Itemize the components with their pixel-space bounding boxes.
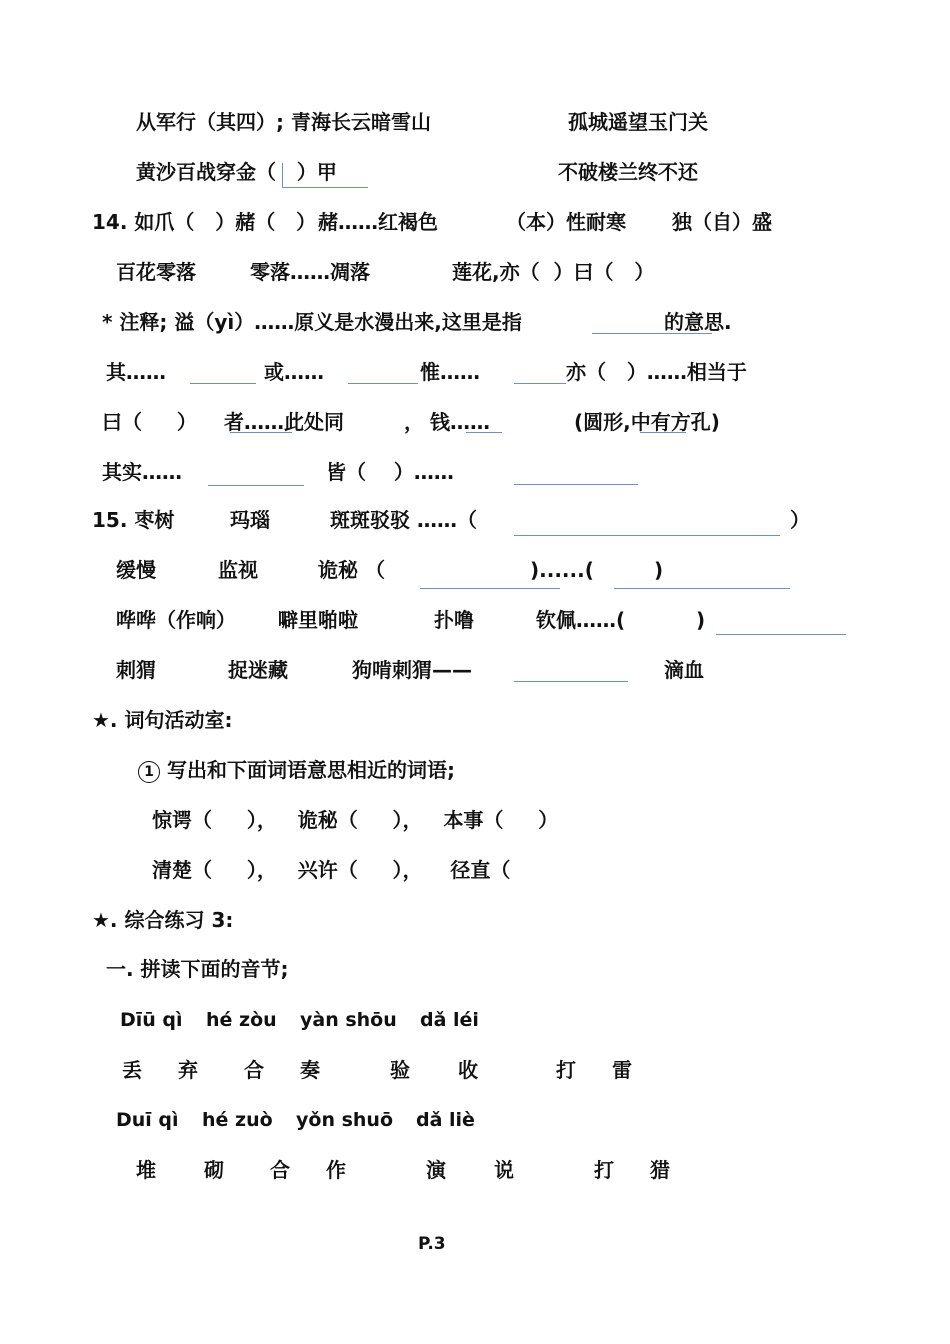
sub-heading: 一. 拼读下面的音节; xyxy=(106,957,289,981)
hanzi: 丢 xyxy=(122,1058,142,1082)
item-14-row5d: 钱…… xyxy=(430,410,490,434)
hanzi: 砌 xyxy=(204,1158,224,1182)
poem-line-1b: 孤城遥望玉门关 xyxy=(568,110,708,134)
hanzi: 打 xyxy=(556,1058,576,1082)
note-text: * 注释; 溢（yì）……原义是水漫出来,这里是指 xyxy=(102,310,522,334)
pinyin: dǎ liè xyxy=(416,1109,475,1131)
hanzi: 猎 xyxy=(650,1158,670,1182)
answer-blank[interactable] xyxy=(282,187,368,188)
poem-line-1a: 从军行（其四）; 青海长云暗雪山 xyxy=(136,110,431,134)
poem-line-2a: 黄沙百战穿金（ ）甲 xyxy=(136,160,337,184)
item-15-row1a: 15. 枣树 xyxy=(92,508,175,532)
hanzi: 雷 xyxy=(612,1058,632,1082)
item-14-row5c: ， xyxy=(404,410,424,434)
item-14-row6a: 其实…… xyxy=(102,460,182,484)
item-14-row5e: (圆形,中有方孔) xyxy=(574,410,720,434)
synonym-row-2: 清楚（ ）， 兴许（ ）， 径直（ xyxy=(152,858,511,882)
hanzi: 堆 xyxy=(136,1158,156,1182)
item-15-row1b: 玛瑙 xyxy=(230,508,270,532)
hanzi: 合 xyxy=(270,1158,290,1182)
item-15-row3a: 哗哗（作响） xyxy=(116,608,236,632)
poem-line-2b: 不破楼兰终不还 xyxy=(558,160,698,184)
item-15-row4d: 滴血 xyxy=(664,658,704,682)
pinyin: hé zòu xyxy=(206,1009,277,1031)
answer-blank[interactable] xyxy=(190,383,256,384)
item-14-row4a: 其…… xyxy=(106,360,166,384)
item-14-row4c: 惟…… xyxy=(420,360,480,384)
answer-blank[interactable] xyxy=(514,383,566,384)
item-14-row2a: 百花零落 xyxy=(116,260,196,284)
item-15-row2c: 诡秘 （ xyxy=(318,558,385,582)
page-number: P.3 xyxy=(418,1234,446,1254)
item-14-row1d: 独（自）盛 xyxy=(672,210,772,234)
circled-number: 1 xyxy=(138,761,160,783)
answer-blank[interactable] xyxy=(208,485,304,486)
item-14-row2b: 零落……凋落 xyxy=(250,260,370,284)
item-14-row1c: （本）性耐寒 xyxy=(506,210,626,234)
synonym-row-1: 惊谔（ ）， 诡秘（ ）， 本事（ ） xyxy=(152,808,559,832)
item-15-row4c: 狗啃刺猬—— xyxy=(352,658,472,682)
hanzi: 奏 xyxy=(300,1058,320,1082)
answer-blank[interactable] xyxy=(716,634,846,635)
item-14-row4d: 亦（ ）……相当于 xyxy=(566,360,747,384)
item-15-row2a: 缓慢 xyxy=(116,558,156,582)
item-15-row4a: 刺猬 xyxy=(116,658,156,682)
answer-blank-edge xyxy=(282,163,283,187)
pinyin: hé zuò xyxy=(202,1109,273,1131)
item-15-row3b: 噼里啪啦 xyxy=(278,608,358,632)
item-14-row5a: 曰（ ） xyxy=(102,410,197,434)
note-text-end: 的意思. xyxy=(664,310,732,334)
answer-blank[interactable] xyxy=(614,588,790,589)
pinyin: yàn shōu xyxy=(300,1009,397,1031)
item-15-row2b: 监视 xyxy=(218,558,258,582)
section-heading: ★. 词句活动室: xyxy=(92,708,233,732)
item-15-row2d: )......( xyxy=(530,558,594,582)
answer-blank[interactable] xyxy=(640,432,686,433)
item-14-row4b: 或…… xyxy=(264,360,324,384)
item-14-row1a: 14. 如爪（ ）赭（ ） xyxy=(92,210,317,234)
pinyin: Duī qì xyxy=(116,1109,179,1131)
item-15-row3e: ) xyxy=(696,608,706,632)
answer-blank[interactable] xyxy=(514,484,638,485)
item-15-row2e: ) xyxy=(654,558,664,582)
hanzi: 演 xyxy=(426,1158,446,1182)
answer-blank[interactable] xyxy=(466,432,502,433)
item-15-row1c: 斑斑驳驳 ……（ xyxy=(330,508,477,532)
hanzi: 打 xyxy=(594,1158,614,1182)
item-14-row5b: 者……此处同 xyxy=(224,410,344,434)
task-line xyxy=(138,758,455,783)
item-15-row1d: ） xyxy=(790,508,810,532)
answer-blank[interactable] xyxy=(420,588,560,589)
item-15-row3d: 钦佩……( xyxy=(536,608,626,632)
task-text: 写出和下面词语意思相近的词语; xyxy=(166,758,455,782)
section-heading: ★. 综合练习 3: xyxy=(92,908,234,932)
hanzi: 作 xyxy=(326,1158,346,1182)
item-14-row2c: 莲花,亦（ ）曰（ ） xyxy=(452,260,655,284)
pinyin: Dīū qì xyxy=(120,1009,183,1031)
hanzi: 合 xyxy=(244,1058,264,1082)
item-14-row6b: 皆（ ）…… xyxy=(326,460,454,484)
answer-blank[interactable] xyxy=(230,432,292,433)
hanzi: 验 xyxy=(390,1058,410,1082)
hanzi: 说 xyxy=(494,1158,514,1182)
item-15-row3c: 扑噜 xyxy=(434,608,474,632)
answer-blank[interactable] xyxy=(514,681,628,682)
answer-blank[interactable] xyxy=(348,383,418,384)
hanzi: 弃 xyxy=(178,1058,198,1082)
pinyin: dǎ léi xyxy=(420,1009,479,1031)
item-15-row4b: 捉迷藏 xyxy=(228,658,288,682)
item-14-row1b: 赭……红褐色 xyxy=(318,210,438,234)
pinyin: yǒn shuō xyxy=(296,1109,393,1131)
answer-blank[interactable] xyxy=(514,535,780,536)
hanzi: 收 xyxy=(458,1058,478,1082)
